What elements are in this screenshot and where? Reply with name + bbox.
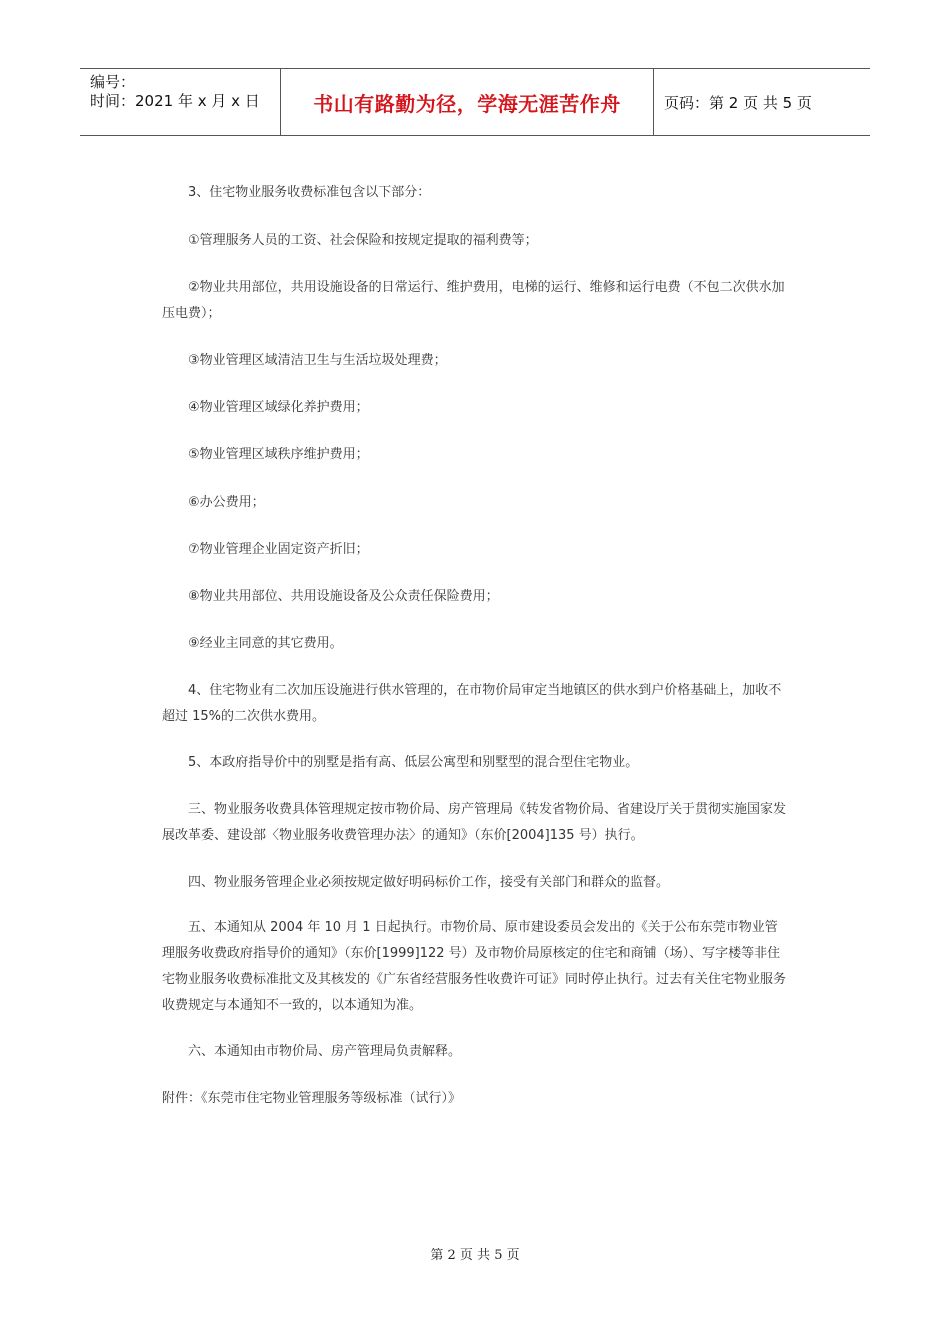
page-header	[80, 68, 870, 136]
paragraph-section-4: 四、物业服务管理企业必须按规定做好明码标价工作，接受有关部门和群众的监督。	[188, 875, 670, 890]
header-info-cell	[80, 69, 281, 135]
header-page-number: 页码：第 2 页 共 5 页	[664, 93, 812, 112]
list-item: ⑨经业主同意的其它费用。	[188, 636, 343, 651]
list-item: ①管理服务人员的工资、社会保险和按规定提取的福利费等；	[188, 233, 538, 248]
paragraph-item-5: 5、本政府指导价中的别墅是指有高、低层公寓型和别墅型的混合型住宅物业。	[188, 755, 639, 770]
paragraph-section-5: 五、本通知从 2004 年 10 月 1 日起执行。市物价局、原市建设委员会发出的《关于公布东莞市物业管理服务收费政府指导价的通知》（东价[1999]122 号）及市物价局原核定的住宅和商铺（场）、写字楼等非住宅物业服务收费标准批文及其核发的《广东省经营服务性收费许可证》同时停止执行。过去有关住宅物业服务收费规定与本通知不一致的，以本通知为准。	[162, 920, 787, 1013]
page-footer: 第 2 页 共 5 页	[430, 1248, 520, 1263]
list-item: ②物业共用部位，共用设施设备的日常运行、维护费用，电梯的运行、维修和运行电费（不包二次供水加压电费）；	[162, 280, 785, 321]
paragraph-item-3: 3、住宅物业服务收费标准包含以下部分：	[188, 185, 431, 200]
header-motto: 书山有路勤为径，学海无涯苦作舟	[313, 91, 621, 116]
list-item: ④物业管理区域绿化养护费用；	[188, 400, 369, 415]
list-item: ③物业管理区域清洁卫生与生活垃圾处理费；	[188, 353, 447, 368]
paragraph-item-4: 4、住宅物业有二次加压设施进行供水管理的，在市物价局审定当地镇区的供水到户价格基础上，加收不超过 15%的二次供水费用。	[162, 683, 782, 724]
attachment-note: 附件：《东莞市住宅物业管理服务等级标准（试行）》	[162, 1091, 462, 1106]
document-number-label: 编号：	[90, 73, 136, 91]
list-item: ⑦物业管理企业固定资产折旧；	[188, 542, 369, 557]
list-item: ⑧物业共用部位、共用设施设备及公众责任保险费用；	[188, 589, 499, 604]
paragraph-section-6: 六、本通知由市物价局、房产管理局负责解释。	[188, 1044, 462, 1059]
paragraph-section-3: 三、物业服务收费具体管理规定按市物价局、房产管理局《转发省物价局、省建设厅关于贯彻实施国家发展改革委、建设部〈物业服务收费管理办法〉的通知》（东价[2004]135 号）执行。	[162, 802, 787, 843]
list-item: ⑤物业管理区域秩序维护费用；	[188, 447, 369, 462]
document-date-label: 时间：2021 年 x 月 x 日	[90, 92, 260, 110]
header-page-cell	[654, 69, 870, 135]
header-motto-cell	[281, 69, 654, 135]
list-item: ⑥办公费用；	[188, 495, 265, 510]
